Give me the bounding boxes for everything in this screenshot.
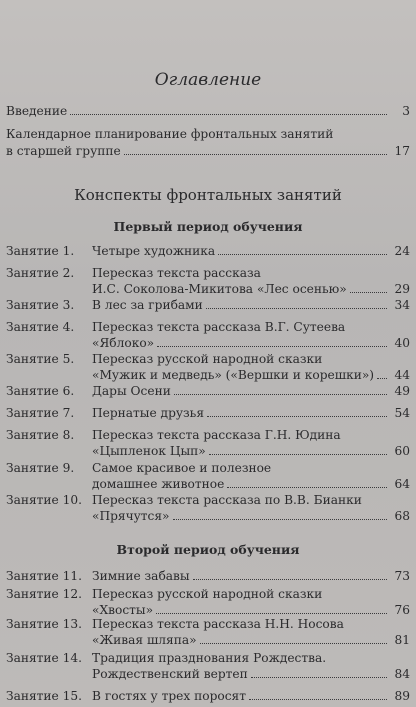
lesson-title: Четыре художника (92, 244, 216, 258)
page-number: 3 (402, 104, 410, 118)
lesson-entry (6, 241, 410, 258)
lesson-label: Занятие 5. (6, 352, 75, 366)
lesson-label: Занятие 13. (6, 617, 83, 631)
lesson-entry-line1 (6, 425, 410, 442)
lesson-entry (6, 664, 410, 681)
lesson-label: Занятие 12. (6, 587, 83, 601)
toc-entry-calendar (6, 141, 410, 158)
lesson-entry-line1 (6, 458, 410, 475)
lesson-label: Занятие 14. (6, 651, 83, 665)
lesson-label: Занятие 10. (6, 493, 83, 507)
lesson-label: Занятие 11. (6, 569, 83, 583)
lesson-label: Занятие 15. (6, 689, 83, 703)
lesson-label: Занятие 4. (6, 320, 75, 334)
lesson-title: Пересказ русской народной сказки (92, 587, 323, 601)
page-number: 44 (394, 368, 411, 382)
page-title: Оглавление (154, 70, 262, 90)
dot-leader (173, 519, 387, 520)
page-number: 29 (394, 282, 410, 296)
entry-label: в старшей группе (6, 144, 121, 158)
lesson-label: Занятие 3. (6, 298, 75, 312)
lesson-entry (6, 686, 410, 703)
page-number: 34 (394, 298, 410, 312)
lesson-label: Занятие 6. (6, 384, 75, 398)
page-number: 24 (394, 244, 410, 258)
dot-leader (377, 378, 387, 379)
dot-leader (174, 394, 387, 395)
dot-leader (227, 487, 387, 488)
lesson-title-cont: Рождественский вертеп (92, 667, 248, 681)
lesson-entry (6, 295, 410, 312)
entry-label: Введение (6, 104, 68, 118)
dot-leader (200, 643, 387, 644)
lesson-entry-line1 (6, 317, 410, 334)
page-number: 64 (394, 477, 410, 491)
lesson-entry-line1 (6, 614, 410, 631)
lesson-title-cont: «Прячутся» (92, 509, 170, 523)
lesson-title: Пересказ текста рассказа (92, 266, 261, 280)
page-number: 17 (394, 144, 410, 158)
toc-entry-calendar-line1: Календарное планирование фронтальных занятий (6, 127, 334, 141)
lesson-entry (6, 279, 410, 296)
lesson-entry (6, 365, 410, 382)
dot-leader (249, 699, 387, 700)
page-number: 49 (394, 384, 410, 398)
page-number: 68 (394, 509, 410, 523)
lesson-entry-line1 (6, 263, 410, 280)
period1-title: Первый период обучения (113, 219, 303, 234)
lesson-entry-line1 (6, 584, 410, 601)
lesson-entry-line1 (6, 648, 410, 665)
lesson-title: Пернатые друзья (92, 406, 205, 420)
lesson-entry (6, 506, 410, 523)
lesson-label: Занятие 1. (6, 244, 75, 258)
lesson-entry (6, 403, 410, 420)
page-number: 54 (394, 406, 410, 420)
page-number: 73 (394, 569, 410, 583)
lesson-title: Пересказ текста рассказа по В.В. Бианки (92, 493, 362, 507)
page-number: 76 (394, 603, 410, 617)
lesson-title: Пересказ русской народной сказки (92, 352, 323, 366)
lesson-title: В гостях у трех поросят (92, 689, 246, 703)
page-number: 84 (394, 667, 410, 681)
lesson-title-cont: домашнее животное (92, 477, 225, 491)
dot-leader (70, 114, 387, 115)
lesson-title: Пересказ текста рассказа Г.Н. Юдина (92, 428, 341, 442)
lesson-title: Самое красивое и полезное (92, 461, 272, 475)
page-number: 60 (394, 444, 410, 458)
lesson-entry-line1 (6, 349, 410, 366)
dot-leader (124, 154, 387, 155)
page-number: 89 (394, 689, 410, 703)
lesson-title-cont: «Яблоко» (92, 336, 155, 350)
lesson-entry (6, 474, 410, 491)
lesson-label: Занятие 7. (6, 406, 75, 420)
dot-leader (251, 677, 387, 678)
lesson-entry (6, 333, 410, 350)
lesson-title-cont: И.С. Соколова-Микитова «Лес осенью» (92, 282, 347, 296)
lesson-title-cont: «Хвосты» (92, 603, 154, 617)
period2-title: Второй период обучения (116, 542, 300, 557)
lesson-entry (6, 630, 410, 647)
lesson-title: Дары Осени (92, 384, 171, 398)
lesson-label: Занятие 2. (6, 266, 75, 280)
toc-entry-intro (6, 101, 410, 118)
lesson-entry (6, 381, 410, 398)
lesson-title: Зимние забавы (92, 569, 190, 583)
lesson-title: Традиция празднования Рождества. (92, 651, 327, 665)
dot-leader (207, 416, 387, 417)
page-number: 81 (394, 633, 410, 647)
dot-leader (218, 254, 387, 255)
section-title: Конспекты фронтальных занятий (74, 186, 342, 204)
lesson-label: Занятие 9. (6, 461, 75, 475)
page-number: 40 (394, 336, 410, 350)
lesson-title-cont: «Живая шляпа» (92, 633, 197, 647)
lesson-title: Пересказ текста рассказа В.Г. Сутеева (92, 320, 346, 334)
lesson-entry (6, 441, 410, 458)
dot-leader (209, 454, 387, 455)
lesson-entry-line1 (6, 490, 410, 507)
dot-leader (206, 308, 387, 309)
lesson-title-cont: «Мужик и медведь» («Вершки и корешки») (92, 368, 375, 382)
lesson-title-cont: «Цыпленок Цып» (92, 444, 206, 458)
lesson-title: В лес за грибами (92, 298, 203, 312)
lesson-title: Пересказ текста рассказа Н.Н. Носова (92, 617, 344, 631)
lesson-entry (6, 566, 410, 583)
dot-leader (350, 292, 387, 293)
lesson-label: Занятие 8. (6, 428, 75, 442)
dot-leader (193, 579, 387, 580)
dot-leader (157, 346, 387, 347)
